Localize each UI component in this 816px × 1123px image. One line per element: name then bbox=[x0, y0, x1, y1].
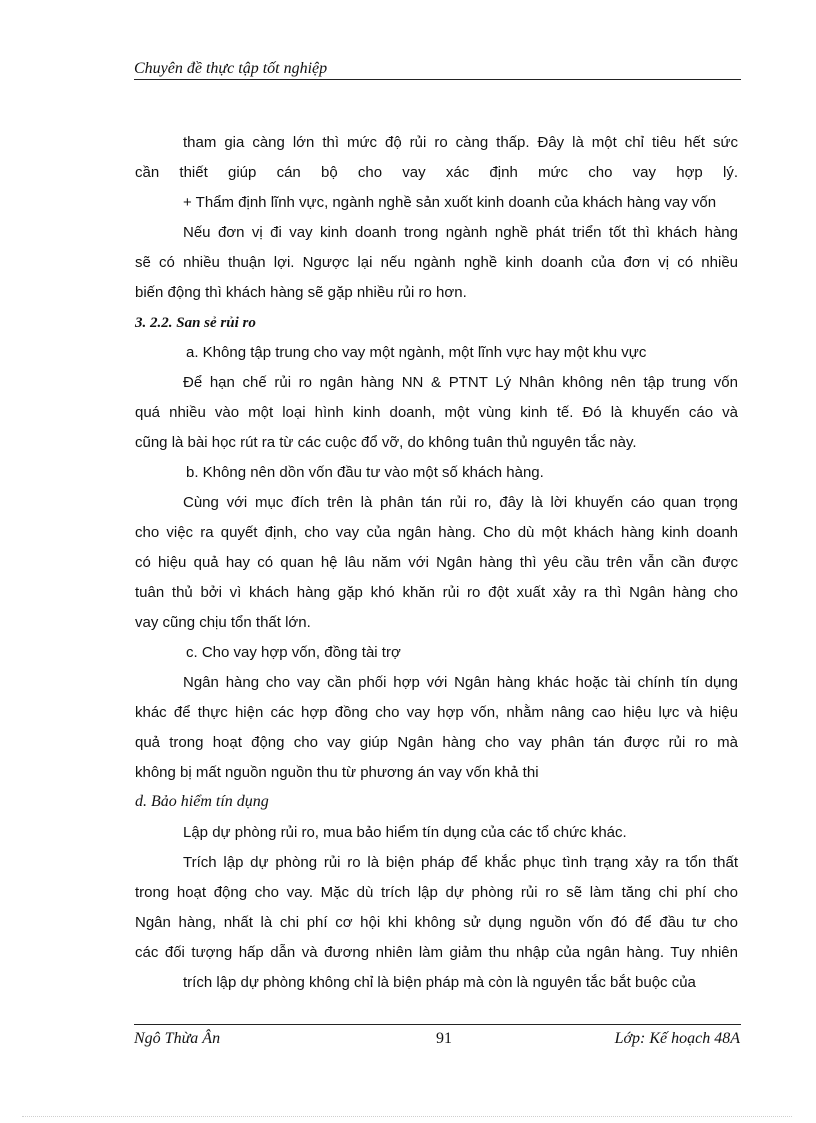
text-line: Nếu đơn vị đi vay kinh doanh trong ngành nghề phát triển tốt thì khách hàng bbox=[183, 224, 738, 241]
footer-class: Lớp: Kế hoạch 48A bbox=[614, 1030, 740, 1047]
list-item-heading: b. Không nên dồn vốn đầu tư vào một số khách hàng. bbox=[186, 464, 544, 481]
text-line: quá nhiều vào một loại hình kinh doanh, một vùng kinh tế. Đó là khuyến cáo và bbox=[135, 404, 738, 421]
text-line: các đối tượng hấp dẫn và đương nhiên làm giảm thu nhập của ngân hàng. Tuy nhiên bbox=[135, 944, 738, 961]
text-line: Cùng với mục đích trên là phân tán rủi ro, đây là lời khuyến cáo quan trọng bbox=[183, 494, 738, 511]
text-line: Lập dự phòng rủi ro, mua bảo hiểm tín dụng của các tổ chức khác. bbox=[183, 824, 627, 841]
text-line: không bị mất nguồn nguồn thu từ phương án vay vốn khả thi bbox=[135, 764, 539, 781]
subsection-heading: d. Bảo hiểm tín dụng bbox=[135, 793, 269, 810]
page-number: 91 bbox=[436, 1030, 452, 1047]
footer-divider bbox=[134, 1024, 741, 1025]
text-line: cho việc ra quyết định, cho vay của ngân hàng. Cho dù một khách hàng kinh doanh bbox=[135, 524, 738, 541]
header-divider bbox=[134, 79, 741, 80]
text-line: trong hoạt động cho vay. Mặc dù trích lập dự phòng rủi ro sẽ làm tăng chi phí cho bbox=[135, 884, 738, 901]
text-line: Trích lập dự phòng rủi ro là biện pháp để khắc phục tình trạng xảy ra tổn thất bbox=[183, 854, 738, 871]
text-line: khác để thực hiện các hợp đồng cho vay hợp vốn, nhằm nâng cao hiệu lực và hiệu bbox=[135, 704, 738, 721]
list-item-heading: a. Không tập trung cho vay một ngành, một lĩnh vực hay một khu vực bbox=[186, 344, 647, 361]
text-line: Để hạn chế rủi ro ngân hàng NN & PTNT Lý Nhân không nên tập trung vốn bbox=[183, 374, 738, 391]
text-line: sẽ có nhiều thuận lợi. Ngược lại nếu ngành nghề kinh doanh của đơn vị có nhiều bbox=[135, 254, 738, 271]
text-line: biến động thì khách hàng sẽ gặp nhiều rủi ro hơn. bbox=[135, 284, 467, 301]
page-boundary bbox=[22, 1116, 792, 1117]
text-line: + Thẩm định lĩnh vực, ngành nghề sản xuốt kinh doanh của khách hàng vay vốn bbox=[183, 194, 717, 211]
text-line: tham gia càng lớn thì mức độ rủi ro càng thấp. Đây là một chỉ tiêu hết sức bbox=[183, 134, 738, 151]
text-line: Ngân hàng cho vay cần phối hợp với Ngân hàng khác hoặc tài chính tín dụng bbox=[183, 674, 738, 691]
section-heading: 3. 2.2. San sẻ rủi ro bbox=[135, 315, 256, 331]
text-line: quả trong hoạt động cho vay giúp Ngân hàng cho vay phân tán được rủi ro mà bbox=[135, 734, 738, 751]
text-line: vay cũng chịu tổn thất lớn. bbox=[135, 614, 311, 631]
text-line: cũng là bài học rút ra từ các cuộc đổ vỡ, do không tuân thủ nguyên tắc này. bbox=[135, 434, 637, 451]
text-line: cần thiết giúp cán bộ cho vay xác định mức cho vay hợp lý. bbox=[135, 164, 738, 181]
text-line: có hiệu quả hay có quan hệ lâu năm với Ngân hàng thì yêu cầu trên vẫn cần được bbox=[135, 554, 738, 571]
page-header-title: Chuyên đề thực tập tốt nghiệp bbox=[134, 60, 328, 77]
text-line: Ngân hàng, nhất là chi phí cơ hội khi không sử dụng nguồn vốn đó để đầu tư cho bbox=[135, 914, 738, 931]
list-item-heading: c. Cho vay hợp vốn, đồng tài trợ bbox=[186, 644, 401, 661]
footer-author: Ngô Thừa Ân bbox=[134, 1030, 221, 1047]
text-line: tuân thủ bởi vì khách hàng gặp khó khăn rủi ro đột xuất xảy ra thì Ngân hàng cho bbox=[135, 584, 738, 601]
text-line: trích lập dự phòng không chỉ là biện pháp mà còn là nguyên tắc bắt buộc của bbox=[183, 974, 696, 991]
